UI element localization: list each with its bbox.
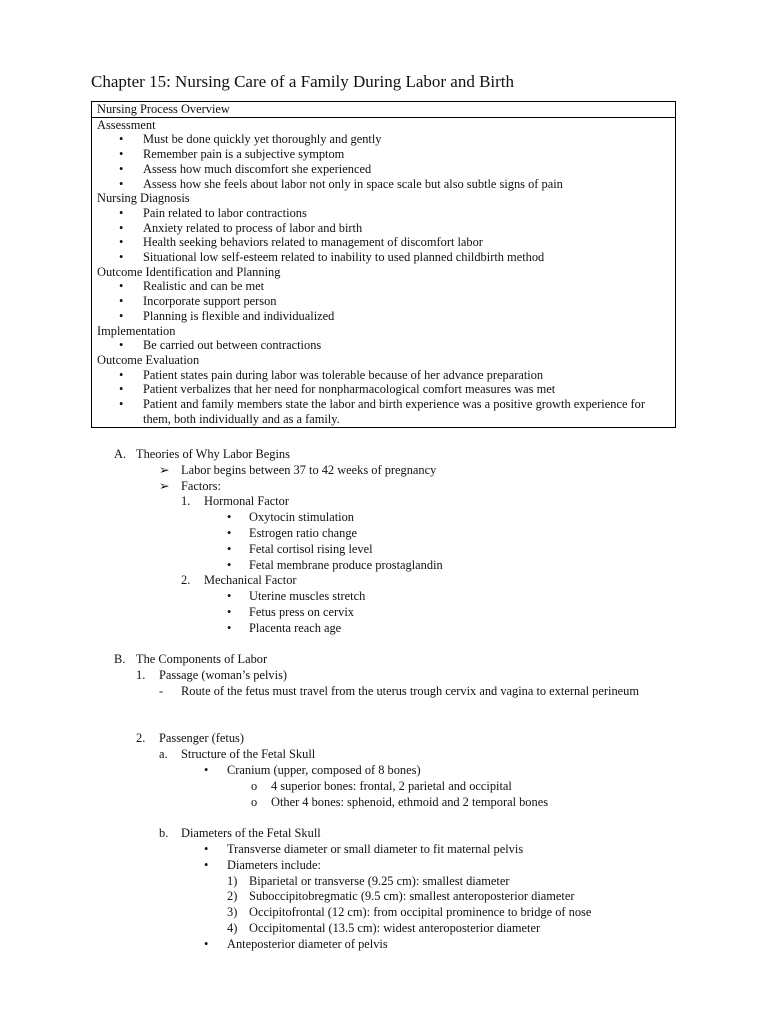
list-item bbox=[0, 874, 768, 890]
list-item-text: Occipitomental (13.5 cm): widest anteroposterior diameter bbox=[249, 920, 541, 935]
list-marker: a. bbox=[159, 747, 168, 762]
list-item-text: Placenta reach age bbox=[249, 620, 342, 635]
subsection-title: Structure of the Fetal Skull bbox=[181, 747, 316, 762]
list-item: • Assess how much discomfort she experienced bbox=[97, 162, 670, 177]
outline-heading-text: Theories of Why Labor Begins bbox=[136, 447, 290, 461]
bullet-icon: • bbox=[204, 857, 209, 872]
outline-heading-text: The Components of Labor bbox=[136, 652, 268, 667]
passage-title: Passage (woman’s pelvis) bbox=[159, 668, 288, 683]
outcome-planning-list bbox=[97, 279, 670, 323]
implementation-list bbox=[97, 338, 670, 353]
bullet-icon: • bbox=[227, 604, 232, 619]
bullet-icon: • bbox=[204, 841, 209, 856]
list-item bbox=[0, 479, 768, 495]
list-item-text: Uterine muscles stretch bbox=[249, 589, 366, 604]
list-item bbox=[0, 510, 768, 526]
list-item: • Remember pain is a subjective symptom bbox=[97, 147, 670, 162]
outline-marker: B. bbox=[114, 652, 126, 667]
factor-heading bbox=[0, 573, 768, 589]
list-item bbox=[0, 463, 768, 479]
section-title-implementation: Implementation bbox=[97, 323, 176, 338]
nursing-diagnosis-list bbox=[97, 206, 670, 265]
subsection-heading bbox=[0, 747, 768, 763]
bullet-icon: • bbox=[204, 762, 209, 777]
list-item bbox=[0, 763, 768, 779]
outline bbox=[0, 447, 768, 953]
list-item: • Be carried out between contractions bbox=[97, 338, 670, 353]
subsection-heading bbox=[0, 826, 768, 842]
list-marker: b. bbox=[159, 826, 169, 841]
bullet-icon: • bbox=[204, 936, 209, 951]
list-item: • Health seeking behaviors related to management of discomfort labor bbox=[97, 235, 670, 250]
list-item bbox=[0, 526, 768, 542]
list-marker: 4) bbox=[227, 920, 238, 935]
list-item bbox=[0, 621, 768, 637]
page-title: Chapter 15: Nursing Care of a Family During Labor and Birth bbox=[91, 72, 515, 91]
list-item: • Pain related to labor contractions bbox=[97, 206, 670, 221]
factor-title: Mechanical Factor bbox=[204, 573, 297, 588]
passenger-heading bbox=[0, 731, 768, 747]
bullet-icon: • bbox=[227, 510, 232, 525]
circle-bullet-icon: o bbox=[251, 794, 258, 809]
list-item: • Patient and family members state the labor and birth experience was a positive growth experience for them, both individually and as a family. bbox=[97, 397, 670, 426]
list-item bbox=[0, 858, 768, 874]
list-item-text: Other 4 bones: sphenoid, ethmoid and 2 temporal bones bbox=[271, 794, 549, 809]
list-item-text: Factors: bbox=[181, 478, 221, 493]
list-item: • Planning is flexible and individualized bbox=[97, 309, 670, 324]
section-title-nursing-diagnosis: Nursing Diagnosis bbox=[97, 191, 190, 206]
dash-marker: - bbox=[159, 683, 164, 698]
list-item: • Incorporate support person bbox=[97, 294, 670, 309]
section-title-outcome-evaluation: Outcome Evaluation bbox=[97, 352, 200, 367]
assessment-list bbox=[97, 132, 670, 191]
list-item: • Anxiety related to process of labor and birth bbox=[97, 221, 670, 236]
overview-header: Nursing Process Overview bbox=[92, 102, 675, 118]
list-item bbox=[0, 937, 768, 953]
list-marker: 1. bbox=[136, 668, 146, 683]
list-item-text: Biparietal or transverse (9.25 cm): smallest diameter bbox=[249, 873, 510, 888]
bullet-icon: • bbox=[227, 525, 232, 540]
arrow-bullet-icon: ➢ bbox=[159, 478, 170, 493]
list-item-text: Oxytocin stimulation bbox=[249, 510, 354, 525]
list-item-text: Suboccipitobregmatic (9.5 cm): smallest anteroposterior diameter bbox=[249, 889, 575, 904]
passage-heading bbox=[0, 668, 768, 684]
list-item: • Assess how she feels about labor not only in space scale but also subtle signs of pain bbox=[97, 177, 670, 192]
list-marker: 2. bbox=[181, 573, 191, 588]
outline-heading-a bbox=[0, 447, 768, 463]
overview-body bbox=[92, 118, 675, 428]
list-item: • Patient verbalizes that her need for nonpharmacological comfort measures was met bbox=[97, 382, 670, 397]
list-item-text: Occipitofrontal (12 cm): from occipital prominence to bridge of nose bbox=[249, 905, 592, 920]
list-marker: 3) bbox=[227, 905, 238, 920]
section-title-assessment: Assessment bbox=[97, 117, 156, 132]
bullet-icon: • bbox=[227, 620, 232, 635]
list-marker: 2. bbox=[136, 731, 146, 746]
outline-heading-b bbox=[0, 652, 768, 668]
list-item bbox=[0, 842, 768, 858]
list-item-text: Route of the fetus must travel from the uterus trough cervix and vagina to external perineum bbox=[181, 683, 639, 698]
arrow-bullet-icon: ➢ bbox=[159, 462, 170, 477]
passenger-title: Passenger (fetus) bbox=[159, 731, 244, 746]
factor-heading bbox=[0, 494, 768, 510]
list-item-text: Estrogen ratio change bbox=[249, 525, 358, 540]
list-item bbox=[0, 889, 768, 905]
list-item bbox=[0, 921, 768, 937]
bullet-icon: • bbox=[227, 589, 232, 604]
list-item bbox=[0, 795, 768, 811]
nursing-process-overview-box bbox=[91, 101, 676, 428]
list-item-text: Anteposterior diameter of pelvis bbox=[227, 936, 388, 951]
list-marker: 1) bbox=[227, 873, 238, 888]
list-item-text: Transverse diameter or small diameter to fit maternal pelvis bbox=[227, 841, 524, 856]
list-item-text: Fetal cortisol rising level bbox=[249, 541, 373, 556]
section-title-outcome-planning: Outcome Identification and Planning bbox=[97, 264, 281, 279]
list-item bbox=[0, 542, 768, 558]
list-item-text: Fetus press on cervix bbox=[249, 604, 354, 619]
list-item bbox=[0, 605, 768, 621]
list-item bbox=[0, 779, 768, 795]
list-item-text: Labor begins between 37 to 42 weeks of pregnancy bbox=[181, 462, 437, 477]
list-item bbox=[0, 684, 768, 716]
list-item-text: Fetal membrane produce prostaglandin bbox=[249, 557, 443, 572]
bullet-icon: • bbox=[227, 557, 232, 572]
list-marker: 2) bbox=[227, 889, 238, 904]
list-item: • Patient states pain during labor was tolerable because of her advance preparation bbox=[97, 368, 670, 383]
list-marker: 1. bbox=[181, 494, 191, 509]
list-item-text: Diameters include: bbox=[227, 857, 321, 872]
list-item bbox=[0, 589, 768, 605]
subsection-title: Diameters of the Fetal Skull bbox=[181, 826, 321, 841]
outcome-evaluation-list bbox=[97, 368, 670, 427]
list-item-text: 4 superior bones: frontal, 2 parietal and occipital bbox=[271, 778, 512, 793]
outline-marker: A. bbox=[114, 447, 127, 461]
list-item-text: Cranium (upper, composed of 8 bones) bbox=[227, 762, 421, 777]
list-item: • Situational low self-esteem related to inability to used planned childbirth method bbox=[97, 250, 670, 265]
list-item bbox=[0, 558, 768, 574]
list-item bbox=[0, 905, 768, 921]
factor-title: Hormonal Factor bbox=[204, 494, 289, 509]
list-item: • Realistic and can be met bbox=[97, 279, 670, 294]
bullet-icon: • bbox=[227, 541, 232, 556]
list-item: • Must be done quickly yet thoroughly and gently bbox=[97, 132, 670, 147]
circle-bullet-icon: o bbox=[251, 778, 258, 793]
